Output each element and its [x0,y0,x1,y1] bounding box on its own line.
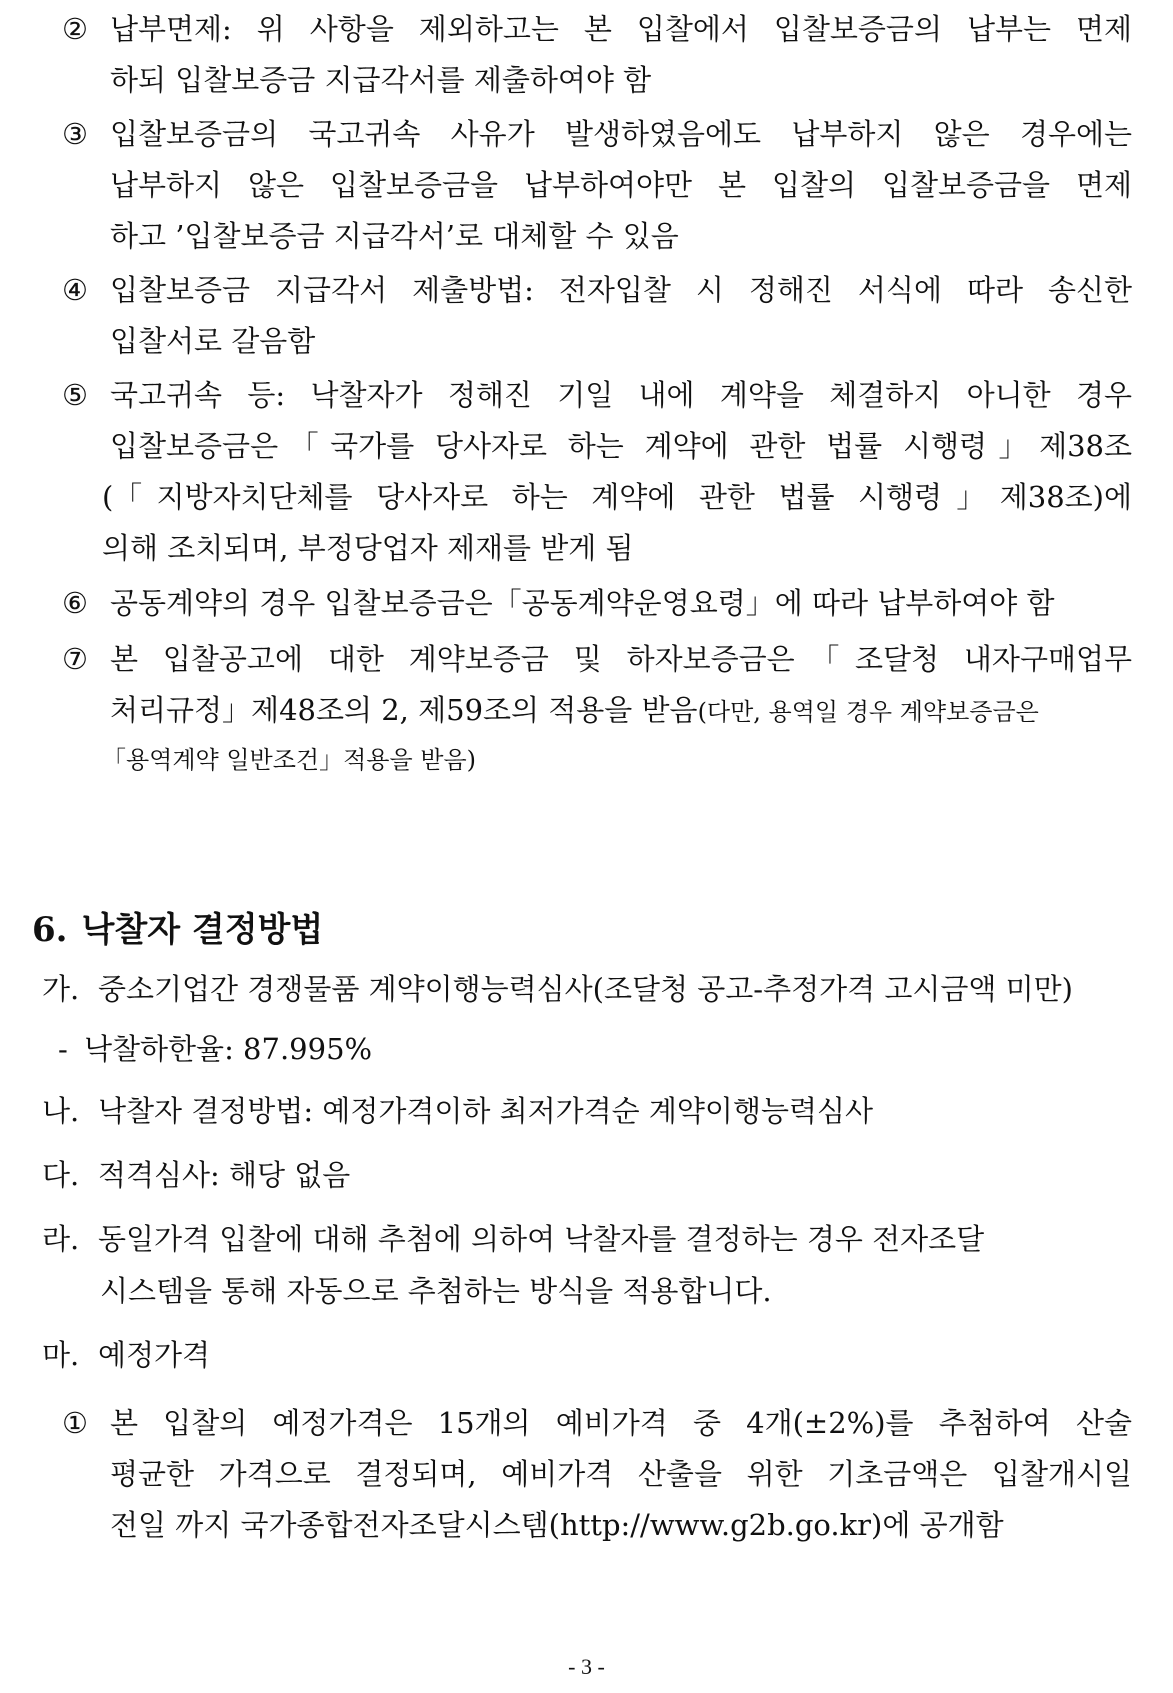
clause-number: ③ [62,117,88,151]
clause-note-line: 「용역계약 일반조건」적용을 받음) [102,746,477,774]
item-text: 예정가격 [98,1338,211,1372]
clause-line: 평균한 가격으로 결정되며, 예비가격 산출을 위한 기초금액은 입찰개시일 [110,1457,1132,1491]
item-text: 낙찰하한율: 87.995% [84,1032,373,1066]
item-text: 적격심사: 해당 없음 [98,1158,351,1192]
clause-2 [62,4,1132,106]
section-item-rate [58,1024,1148,1075]
clause-line: 하고 ’입찰보증금 지급각서’로 대체할 수 있음 [110,219,679,253]
section-item-ra-continued: 시스템을 통해 자동으로 추첨하는 방식을 적용합니다. [100,1274,772,1308]
item-marker: 나. [42,1094,80,1128]
section-item-ma [42,1330,1132,1381]
clause-line: 본 입찰의 예정가격은 15개의 예비가격 중 4개(±2%)를 추첨하여 산술 [110,1406,1132,1440]
section-item-na [42,1086,1132,1137]
clause-number: ② [62,12,88,46]
clause-line: 입찰보증금은「국가를 당사자로 하는 계약에 관한 법률 시행령」제38조 [110,429,1132,463]
clause-line: 납부면제: 위 사항을 제외하고는 본 입찰에서 입찰보증금의 납부는 면제 [110,12,1132,46]
item-text: 중소기업간 경쟁물품 계약이행능력심사(조달청 공고-추정가격 고시금액 미만) [98,972,1073,1006]
item-marker: 라. [42,1222,80,1256]
clause-line: 의해 조치되며, 부정당업자 제재를 받게 됨 [102,531,634,565]
clause-3 [62,109,1132,262]
item-text: 낙찰자 결정방법: 예정가격이하 최저가격순 계약이행능력심사 [98,1094,874,1128]
item-marker: 가. [42,972,80,1006]
section-title: 낙찰자 결정방법 [81,910,324,950]
section-heading [32,900,323,960]
clause-4 [62,265,1132,367]
clause-6 [62,578,1132,629]
clause-number: ⑦ [62,642,88,676]
clause-line-text: 처리규정」제48조의 2, 제59조의 적용을 받음 [110,693,698,727]
clause-number: ⑥ [62,586,88,620]
page-number: - 3 - [568,1654,605,1679]
section-item-da [42,1150,1132,1201]
section-number: 6. [32,910,68,950]
item-marker: - [58,1032,68,1066]
clause-line [110,685,1132,738]
clause-line: 본 입찰공고에 대한 계약보증금 및 하자보증금은「조달청 내자구매업무 [110,642,1132,676]
clause-7 [62,634,1132,782]
clause-number: ① [62,1406,88,1440]
section-item-ga [42,964,1132,1015]
section-item-ra [42,1214,1132,1265]
item-marker: 다. [42,1158,80,1192]
clause-line: (「지방자치단체를 당사자로 하는 계약에 관한 법률 시행령」제38조)에 [102,480,1132,514]
clause-line: 입찰서로 갈음함 [110,324,316,358]
price-clause-1 [62,1398,1132,1551]
clause-line: 납부하지 않은 입찰보증금을 납부하여야만 본 입찰의 입찰보증금을 면제 [110,168,1132,202]
clause-number: ④ [62,273,88,307]
clause-line: 하되 입찰보증금 지급각서를 제출하여야 함 [110,63,652,97]
item-text: 동일가격 입찰에 대해 추첨에 의하여 낙찰자를 결정하는 경우 전자조달 [98,1222,985,1256]
clause-line: 전일 까지 국가종합전자조달시스템(http://www.g2b.go.kr)에 공개함 [110,1508,1004,1542]
clause-line: 입찰보증금의 국고귀속 사유가 발생하였음에도 납부하지 않은 경우에는 [110,117,1132,151]
clause-note: (다만, 용역일 경우 계약보증금은 [697,698,1039,726]
clause-5 [62,370,1132,574]
item-marker: 마. [42,1338,80,1372]
clause-line: 입찰보증금 지급각서 제출방법: 전자입찰 시 정해진 서식에 따라 송신한 [110,273,1132,307]
clause-number: ⑤ [62,378,88,412]
clause-line: 국고귀속 등: 낙찰자가 정해진 기일 내에 계약을 체결하지 아니한 경우 [110,378,1132,412]
clause-line: 공동계약의 경우 입찰보증금은「공동계약운영요령」에 따라 납부하여야 함 [110,586,1055,620]
